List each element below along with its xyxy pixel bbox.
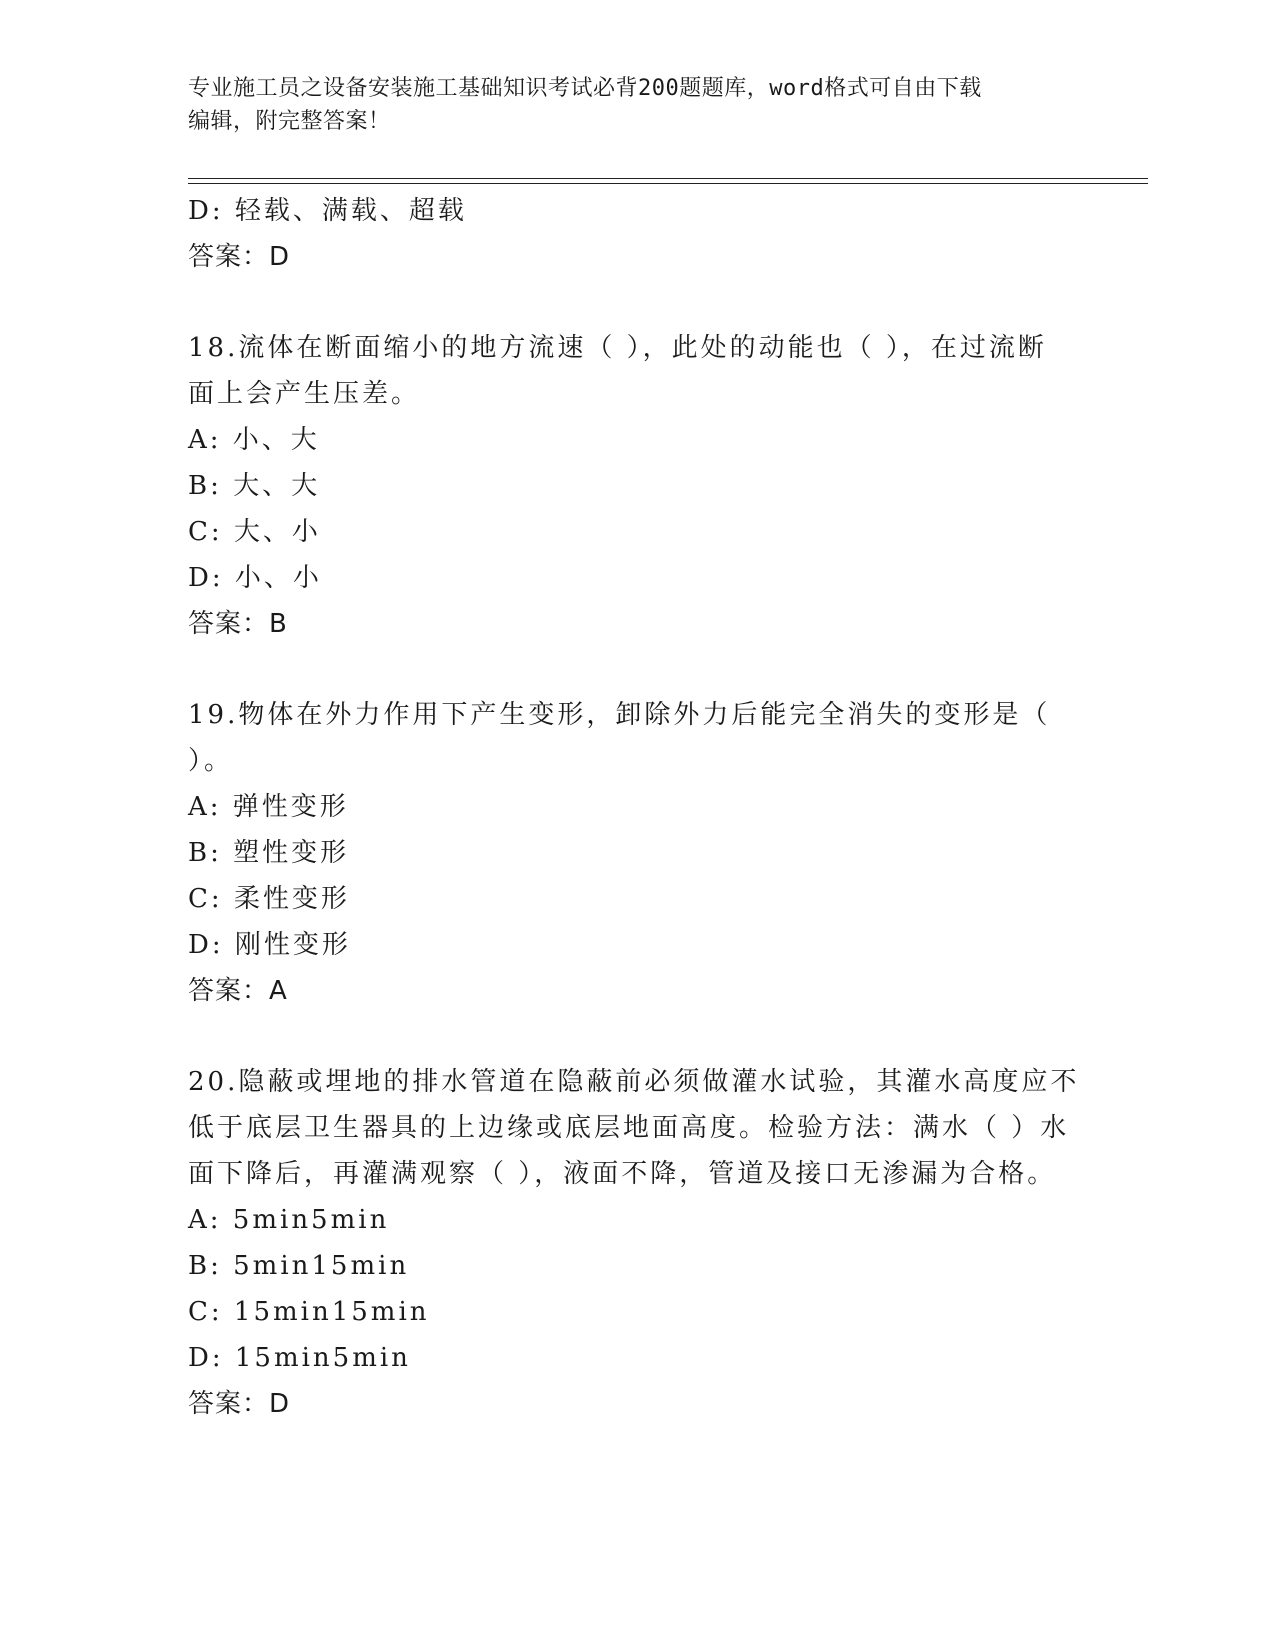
option-d: D: 刚性变形: [188, 930, 351, 960]
question-18: [188, 325, 1088, 647]
option-c: C: 柔性变形: [188, 884, 350, 914]
question-stem-line: 低于底层卫生器具的上边缘或底层地面高度。检验方法：满水（ ）水: [188, 1113, 1070, 1143]
option-b: B: 5min15min: [188, 1251, 410, 1281]
question-stem-line: 面下降后，再灌满观察（ ），液面不降，管道及接口无渗漏为合格。: [188, 1159, 1057, 1189]
question-stem-line: ）。: [188, 746, 234, 776]
question-stem-line: 20.隐蔽或埋地的排水管道在隐蔽前必须做灌水试验，其灌水高度应不: [188, 1067, 1080, 1097]
header-divider-bottom: [188, 183, 1148, 184]
prev-answer: 答案：D: [188, 242, 291, 272]
option-d: D: 小、小: [188, 563, 322, 593]
header-title-line-2: 编辑，附完整答案！: [188, 109, 391, 134]
answer: 答案：A: [188, 976, 288, 1006]
question-stem-line: 19.物体在外力作用下产生变形，卸除外力后能完全消失的变形是（: [188, 700, 1051, 730]
question-stem-line: 18.流体在断面缩小的地方流速（ ），此处的动能也（ ），在过流断: [188, 333, 1047, 363]
option-a: A: 小、大: [188, 425, 320, 455]
header-title-line-1: 专业施工员之设备安装施工基础知识考试必背200题题库，word格式可自由下载: [188, 76, 982, 101]
question-19: [188, 692, 1088, 1014]
question-stem-line: 面上会产生压差。: [188, 379, 421, 409]
answer: 答案：D: [188, 1389, 291, 1419]
answer: 答案：B: [188, 609, 288, 639]
question-20: [188, 1059, 1088, 1427]
option-a: A: 弹性变形: [188, 792, 349, 822]
header-divider-top: [188, 178, 1148, 179]
prev-option-d: D: 轻载、满载、超载: [188, 196, 467, 226]
question-list: [188, 188, 1088, 1427]
option-d: D: 15min5min: [188, 1343, 411, 1373]
option-b: B: 大、大: [188, 471, 321, 501]
document-header: [188, 72, 1068, 138]
option-c: C: 15min15min: [188, 1297, 430, 1327]
option-c: C: 大、小: [188, 517, 321, 547]
option-b: B: 塑性变形: [188, 838, 350, 868]
option-a: A: 5min5min: [188, 1205, 390, 1235]
